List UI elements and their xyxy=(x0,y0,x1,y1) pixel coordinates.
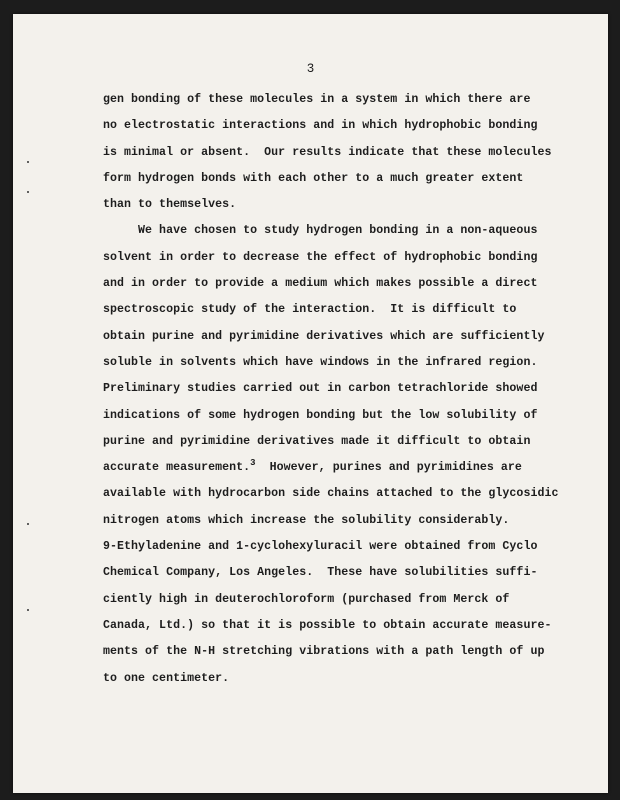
margin-mark xyxy=(27,161,29,163)
body-text xyxy=(103,87,603,692)
text-line: Chemical Company, Los Angeles. These have solubilities suffi- xyxy=(103,566,538,580)
text-line xyxy=(103,455,603,481)
text-line: Preliminary studies carried out in carbon tetrachloride showed xyxy=(103,382,538,396)
text-line: We have chosen to study hydrogen bonding in a non-aqueous xyxy=(103,224,538,238)
page-number: 3 xyxy=(306,62,315,76)
margin-mark xyxy=(27,609,29,611)
text-line: soluble in solvents which have windows in the infrared region. xyxy=(103,355,538,369)
footnote-reference: 3 xyxy=(250,458,256,469)
text-line: ciently high in deuterochloroform (purchased from Merck of xyxy=(103,592,510,606)
text-line: Canada, Ltd.) so that it is possible to obtain accurate measure- xyxy=(103,618,552,632)
margin-mark xyxy=(27,523,29,525)
text-line: no electrostatic interactions and in which hydrophobic bonding xyxy=(103,119,538,133)
text-line: available with hydrocarbon side chains attached to the glycosidic xyxy=(103,487,559,501)
text-line: to one centimeter. xyxy=(103,671,230,685)
text-segment: accurate measurement. xyxy=(103,461,251,475)
text-line: gen bonding of these molecules in a system in which there are xyxy=(103,93,531,106)
text-line: nitrogen atoms which increase the solubility considerably. xyxy=(103,513,510,527)
text-line: than to themselves. xyxy=(103,198,237,212)
text-line: and in order to provide a medium which makes possible a direct xyxy=(103,277,538,291)
text-line: spectroscopic study of the interaction. It is difficult to xyxy=(103,303,517,317)
document-page xyxy=(13,14,608,793)
text-line: purine and pyrimidine derivatives made it difficult to obtain xyxy=(103,434,531,448)
text-line: indications of some hydrogen bonding but the low solubility of xyxy=(103,408,538,422)
text-line: 9-Ethyladenine and 1-cyclohexyluracil were obtained from Cyclo xyxy=(103,540,538,554)
text-segment: However, purines and pyrimidines are xyxy=(255,461,522,475)
text-line: ments of the N-H stretching vibrations with a path length of up xyxy=(103,645,545,659)
text-line: form hydrogen bonds with each other to a much greater extent xyxy=(103,171,524,185)
text-line: is minimal or absent. Our results indicate that these molecules xyxy=(103,145,552,159)
text-line: obtain purine and pyrimidine derivatives which are sufficiently xyxy=(103,329,545,343)
text-line: solvent in order to decrease the effect of hydrophobic bonding xyxy=(103,250,538,264)
margin-mark xyxy=(27,191,29,193)
